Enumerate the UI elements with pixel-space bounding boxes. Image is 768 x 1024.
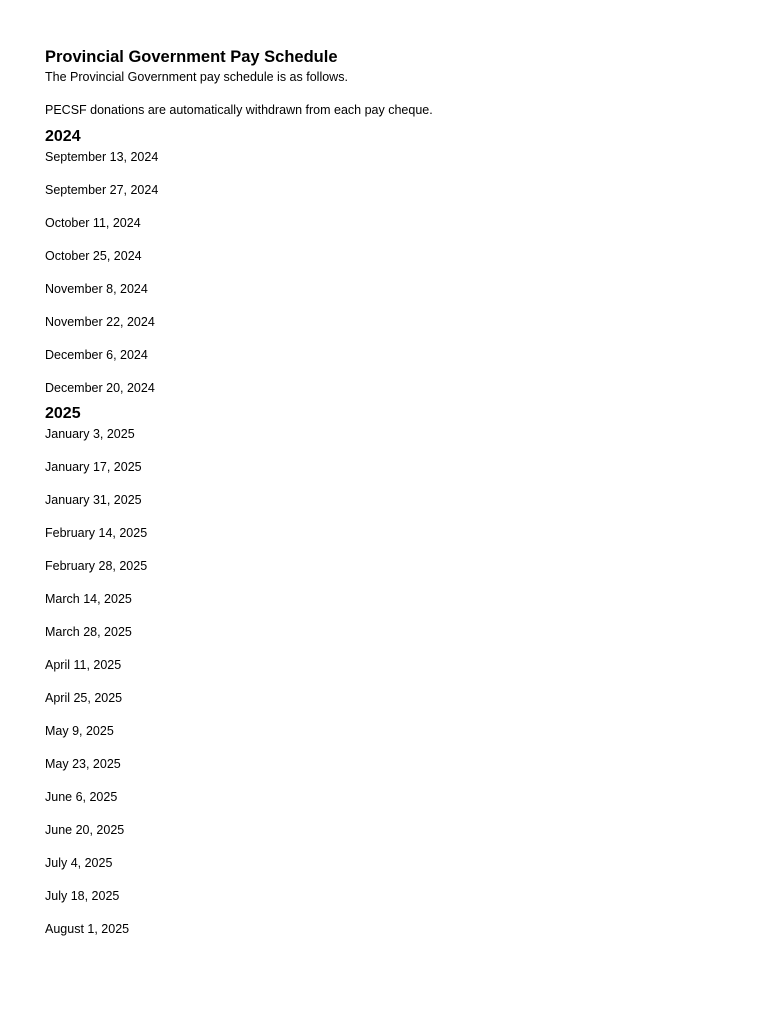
pay-date: November 8, 2024: [45, 282, 148, 296]
pay-date: July 4, 2025: [45, 856, 113, 870]
pay-date: September 13, 2024: [45, 150, 159, 164]
pay-date: June 20, 2025: [45, 823, 125, 837]
pay-date: May 23, 2025: [45, 757, 121, 771]
year-section-2024: [45, 127, 725, 404]
intro-text: The Provincial Government pay schedule is as follows.: [45, 70, 348, 84]
pay-date: January 31, 2025: [45, 493, 142, 507]
document-page: [45, 47, 725, 945]
pay-date-list: [45, 426, 725, 945]
pay-date: October 11, 2024: [45, 216, 141, 230]
year-heading: 2024: [45, 128, 81, 145]
pay-date: January 3, 2025: [45, 427, 135, 441]
pay-date: September 27, 2024: [45, 183, 159, 197]
pay-date: June 6, 2025: [45, 790, 118, 804]
page-title: Provincial Government Pay Schedule: [45, 48, 338, 66]
year-section-2025: [45, 404, 725, 945]
pay-date: March 28, 2025: [45, 625, 132, 639]
pay-date: August 1, 2025: [45, 922, 130, 936]
year-heading: 2025: [45, 405, 81, 422]
pay-date: January 17, 2025: [45, 460, 142, 474]
pay-date: July 18, 2025: [45, 889, 120, 903]
pecsf-note: PECSF donations are automatically withdrawn from each pay cheque.: [45, 103, 433, 117]
pay-date: April 25, 2025: [45, 691, 123, 705]
pay-date: February 14, 2025: [45, 526, 148, 540]
pay-date: April 11, 2025: [45, 658, 122, 672]
pay-date: December 6, 2024: [45, 348, 148, 362]
pay-date-list: [45, 149, 725, 404]
pay-date: May 9, 2025: [45, 724, 114, 738]
pay-date: October 25, 2024: [45, 249, 142, 263]
pay-date: March 14, 2025: [45, 592, 132, 606]
pay-date: November 22, 2024: [45, 315, 155, 329]
pay-date: February 28, 2025: [45, 559, 148, 573]
pay-date: December 20, 2024: [45, 381, 155, 395]
